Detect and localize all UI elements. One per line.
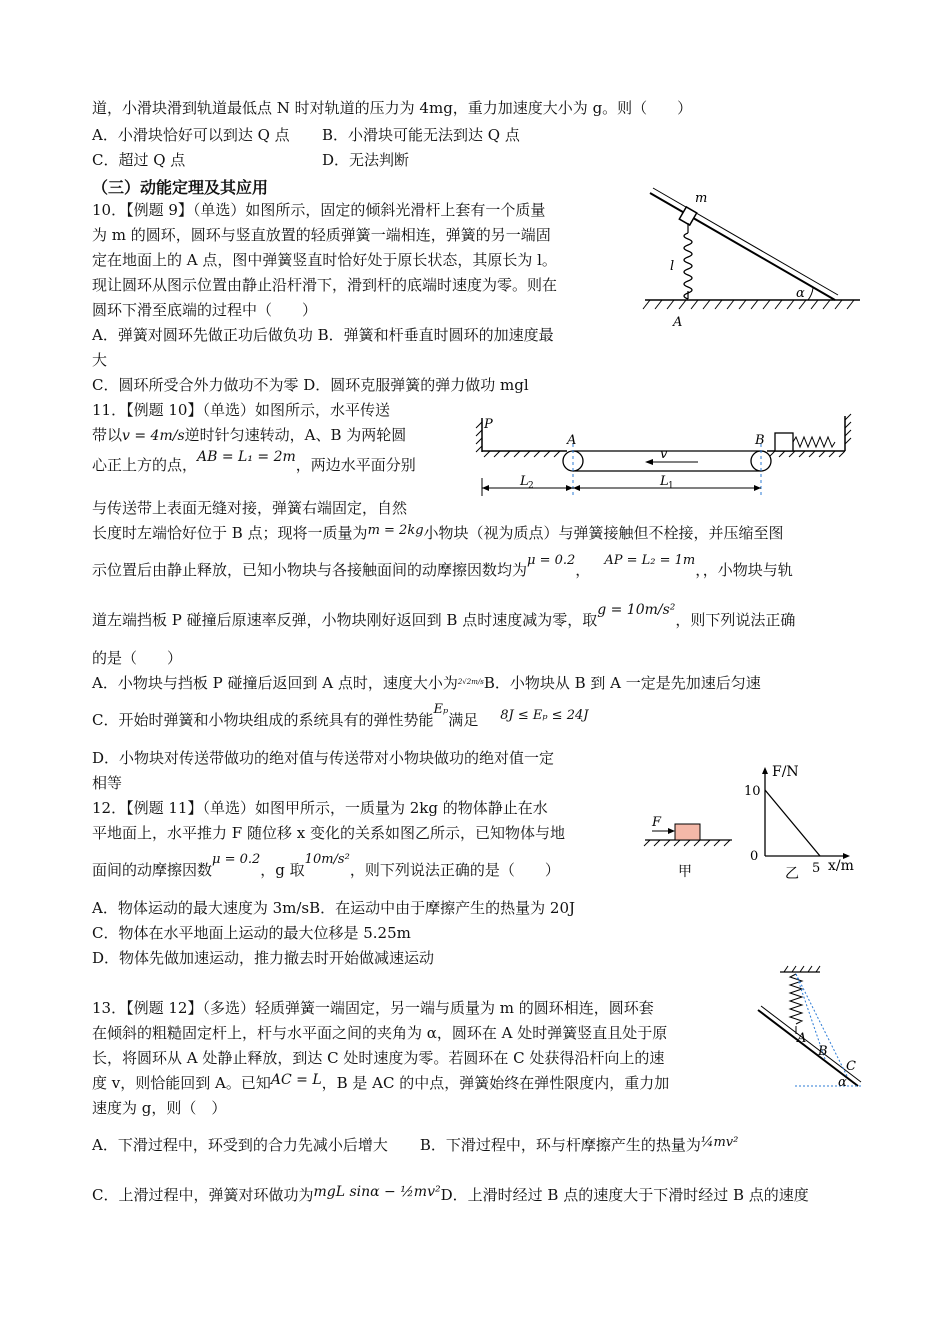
q13-label-A: A <box>797 1031 807 1046</box>
q12-label-axis-F: F/N <box>772 764 799 780</box>
q11-label-B: B <box>755 433 765 448</box>
q11-math-ep: Eₚ <box>433 702 449 717</box>
q13-option-cd: C．上滑过程中，弹簧对环做功为mgL sinα − ½mv²D．上滑时经过 B 点的速度大于下滑时经过 B 点的速度 <box>92 1184 809 1204</box>
q12-math-mu: μ = 0.2 <box>212 852 261 867</box>
q13-label-alpha: α <box>838 1075 847 1090</box>
q11-figure <box>470 408 860 508</box>
q12-label-yi: 乙 <box>785 866 799 882</box>
q11-math-mu: μ = 0.2 <box>527 553 576 568</box>
q11-option-ab: A．小物块与挡板 P 碰撞后返回到 A 点时，速度大小为$^{2√2m/s}$B．小物块从 B 到 A 一定是先加速后匀速 <box>92 674 761 692</box>
q11-label-P: P <box>484 417 493 432</box>
q11-option-d-cont: 相等 <box>92 774 123 792</box>
top-line-1: 道，小滑块滑到轨道最低点 N 时对轨道的压力为 4mg，重力加速度大小为 g。则（ ） <box>92 99 693 117</box>
q13-math-ac: AC = L <box>270 1072 322 1088</box>
q12-math-g: 10m/s² <box>304 852 350 867</box>
q10-line-1: 10．【例题 9】（单选）如图所示，固定的倾斜光滑杆上套有一个质量 <box>92 201 546 219</box>
q11-label-L1: L <box>660 474 669 489</box>
q11-label-L2-sub: 2 <box>528 481 534 491</box>
q10-option-ab: A．弹簧对圆环先做正功后做负功 B．弹簧和杆垂直时圆环的加速度最 <box>92 326 554 344</box>
q11-math-g: g = 10m/s² <box>597 602 676 618</box>
q10-option-cd: C．圆环所受合外力做功不为零 D．圆环克服弹簧的弹力做功 mgl <box>92 376 529 394</box>
q10-label-alpha: α <box>796 286 805 301</box>
q12-label-ytick: 10 <box>744 784 761 799</box>
q10-label-l: l <box>670 259 675 274</box>
q13-figure <box>750 962 870 1092</box>
q13-option-ab: A．下滑过程中，环受到的合力先减小后增大 B．下滑过程中，环与杆摩擦产生的热量为¼mv² <box>92 1135 739 1154</box>
q11-line-5: 长度时左端恰好位于 B 点；现将一质量为m = 2kg小物块（视为质点）与弹簧接触但不栓接，并压缩至图 <box>92 523 784 542</box>
q11-math-range: 8J ≤ Eₚ ≤ 24J <box>500 708 589 723</box>
q11-line-6: 示位置后由静止释放，已知小物块与各接触面间的动摩擦因数均为μ = 0.2，AP = L₂ = 1m，，小物块与轨 <box>92 553 793 579</box>
top-option-b: B．小滑块可能无法到达 Q 点 <box>322 126 520 144</box>
q10-label-A: A <box>673 315 683 330</box>
q13-math-work: mgL sinα − ½mv² <box>313 1184 441 1200</box>
q12-line-2: 平地面上，水平推力 F 随位移 x 变化的关系如图乙所示，已知物体与地 <box>92 824 565 842</box>
q10-figure <box>630 185 870 335</box>
q11-line-2: 带以v = 4m/s逆时针匀速转动，A、B 为两轮圆 <box>92 426 407 444</box>
q11-line-7: 道左端挡板 P 碰撞后原速率反弹，小物块刚好返回到 B 点时速度减为零，取g = 10m/s²，则下列说法正确 <box>92 602 796 629</box>
q10-label-m: m <box>695 191 708 206</box>
q13-label-C: C <box>846 1059 856 1074</box>
top-option-a: A．小滑块恰好可以到达 Q 点 <box>92 126 290 144</box>
q13-line-5: 速度为 g，则（ ） <box>92 1099 227 1117</box>
q12-option-d: D．物体先做加速运动，推力撤去时开始做减速运动 <box>92 949 435 967</box>
q11-label-A: A <box>567 433 577 448</box>
q11-math-v: v = 4m/s <box>122 428 185 444</box>
q13-line-1: 13．【例题 12】（多选）轻质弹簧一端固定，另一端与质量为 m 的圆环相连，圆环套 <box>92 999 654 1017</box>
q10-line-5: 圆环下滑至底端的过程中（ ） <box>92 301 318 319</box>
section-title: （三）动能定理及其应用 <box>92 178 269 197</box>
q11-math-m: m = 2kg <box>367 523 424 538</box>
q11-label-L1-sub: 1 <box>668 481 674 491</box>
q11-line-3: 心正上方的点，AB = L₁ = 2m，两边水平面分别 <box>92 449 416 474</box>
q12-option-ab: A．物体运动的最大速度为 3m/sB．在运动中由于摩擦产生的热量为 20J <box>92 899 576 917</box>
q12-line-3: 面间的动摩擦因数μ = 0.2，g 取10m/s²，则下列说法正确的是（ ） <box>92 852 560 879</box>
q12-figure <box>640 760 870 890</box>
q13-line-3: 长，将圆环从 A 处静止释放，到达 C 处时速度为零。若圆环在 C 处获得沿杆向上的速 <box>92 1049 665 1067</box>
q13-line-4: 度 v，则恰能回到 A。已知AC = L，B 是 AC 的中点，弹簧始终在弹性限度内，重力加 <box>92 1072 670 1092</box>
q12-label-origin: 0 <box>750 849 759 864</box>
q12-label-jia: 甲 <box>678 864 692 880</box>
q11-line-4: 与传送带上表面无缝对接，弹簧右端固定，自然 <box>92 499 408 517</box>
q11-label-v: v <box>660 447 668 462</box>
top-option-c: C．超过 Q 点 <box>92 151 186 169</box>
q11-line-8: 的是（ ） <box>92 649 183 667</box>
q10-line-3: 定在地面上的 A 点，图中弹簧竖直时恰好处于原长状态，其原长为 l。 <box>92 251 557 269</box>
q12-label-xtick: 5 <box>812 861 821 876</box>
top-option-d: D．无法判断 <box>322 151 410 169</box>
q11-option-c: C．开始时弹簧和小物块组成的系统具有的弹性势能Eₚ满足 8J ≤ Eₚ ≤ 24J <box>92 702 589 729</box>
q10-line-2: 为 m 的圆环，圆环与竖直放置的轻质弹簧一端相连，弹簧的另一端固 <box>92 226 551 244</box>
q13-line-2: 在倾斜的粗糙固定杆上，杆与水平面之间的夹角为 α，圆环在 A 处时弹簧竖直且处于原 <box>92 1024 668 1042</box>
q11-label-L2: L <box>520 474 529 489</box>
q13-math-heat: ¼mv² <box>700 1135 739 1150</box>
q10-option-ab-cont: 大 <box>92 351 108 369</box>
q11-math-speed: 2√2m/s <box>457 678 484 686</box>
q11-line-1: 11．【例题 10】（单选）如图所示，水平传送 <box>92 401 390 419</box>
q12-label-axis-x: x/m <box>828 858 854 874</box>
q12-line-1: 12．【例题 11】（单选）如图甲所示，一质量为 2kg 的物体静止在水 <box>92 799 548 817</box>
q11-math-ap: AP = L₂ = 1m <box>604 553 696 568</box>
q12-option-c: C．物体在水平地面上运动的最大位移是 5.25m <box>92 924 411 942</box>
q10-line-4: 现让圆环从图示位置由静止沿杆滑下，滑到杆的底端时速度为零。则在 <box>92 276 558 294</box>
q13-label-B: B <box>818 1044 828 1059</box>
q11-option-d: D．小物块对传送带做功的绝对值与传送带对小物块做功的绝对值一定 <box>92 749 555 767</box>
q11-math-ab: AB = L₁ = 2m <box>197 449 296 465</box>
q12-label-F: F <box>652 815 662 830</box>
